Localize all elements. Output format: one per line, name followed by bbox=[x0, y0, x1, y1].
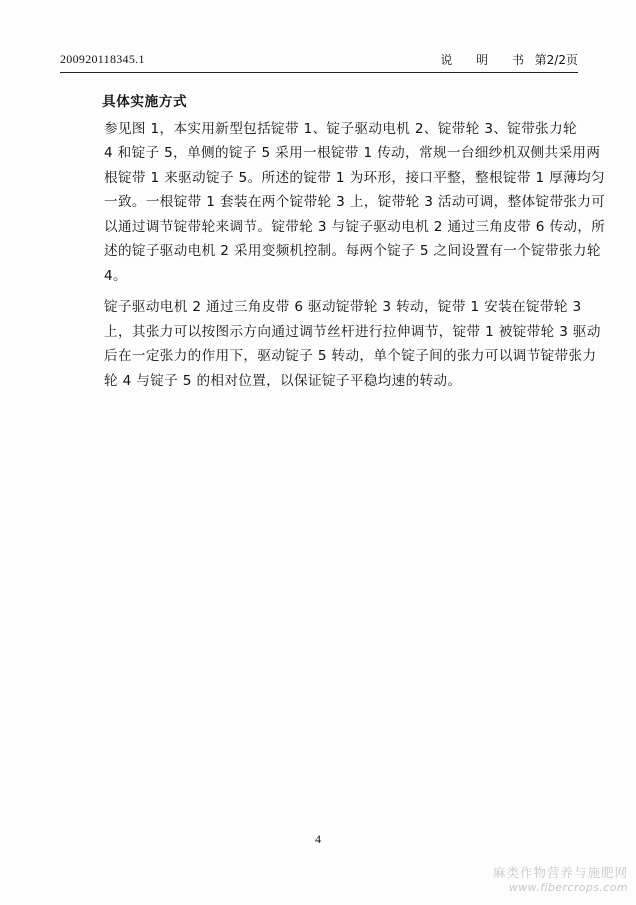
watermark-site-name: 麻类作物营养与施肥网 bbox=[492, 865, 628, 880]
watermark-url: www.fibercrops.com bbox=[508, 881, 628, 894]
document-type: 说 明 书 bbox=[440, 53, 534, 67]
text-line: 述的锭子驱动电机 2 采用变频机控制。每两个锭子 5 之间设置有一个锭带张力轮 bbox=[104, 243, 601, 259]
page-number: 4 bbox=[315, 832, 321, 846]
text-line: 锭子驱动电机 2 通过三角皮带 6 驱动锭带轮 3 转动，锭带 1 安装在锭带轮 3 bbox=[104, 299, 582, 315]
watermark bbox=[493, 865, 628, 895]
text-line: 轮 4 与锭子 5 的相对位置，以保证锭子平稳均速的转动。 bbox=[104, 372, 462, 389]
text-line: 根锭带 1 来驱动锭子 5。所述的锭带 1 为环形，接口平整，整根锭带 1 厚薄均匀 bbox=[104, 169, 605, 186]
document-body bbox=[76, 90, 606, 400]
text-line: 参见图 1，本实用新型包括锭带 1、锭子驱动电机 2、锭带轮 3、锭带张力轮 bbox=[104, 120, 577, 137]
text-line: 4。 bbox=[104, 267, 127, 284]
paragraph bbox=[76, 117, 606, 289]
text-line: 以通过调节锭带轮来调节。锭带轮 3 与锭子驱动电机 2 通过三角皮带 6 传动，所 bbox=[104, 218, 606, 235]
page-header bbox=[60, 50, 578, 73]
document-number: 200920118345.1 bbox=[60, 52, 145, 66]
page-info: 第2/2页 bbox=[534, 53, 578, 67]
text-line: 上，其张力可以按图示方向通过调节丝杆进行拉伸调节，锭带 1 被锭带轮 3 驱动 bbox=[104, 323, 601, 340]
text-line: 4 和锭子 5，单侧的锭子 5 采用一根锭带 1 传动，常规一台细纱机双侧共采用两 bbox=[104, 145, 601, 161]
text-line: 一致。一根锭带 1 套装在两个锭带轮 3 上，锭带轮 3 活动可调，整体锭带张力可 bbox=[104, 194, 606, 210]
section-heading: 具体实施方式 bbox=[102, 94, 188, 110]
text-line: 后在一定张力的作用下，驱动锭子 5 转动，单个锭子间的张力可以调节锭带张力 bbox=[104, 348, 597, 364]
paragraph bbox=[76, 295, 601, 393]
